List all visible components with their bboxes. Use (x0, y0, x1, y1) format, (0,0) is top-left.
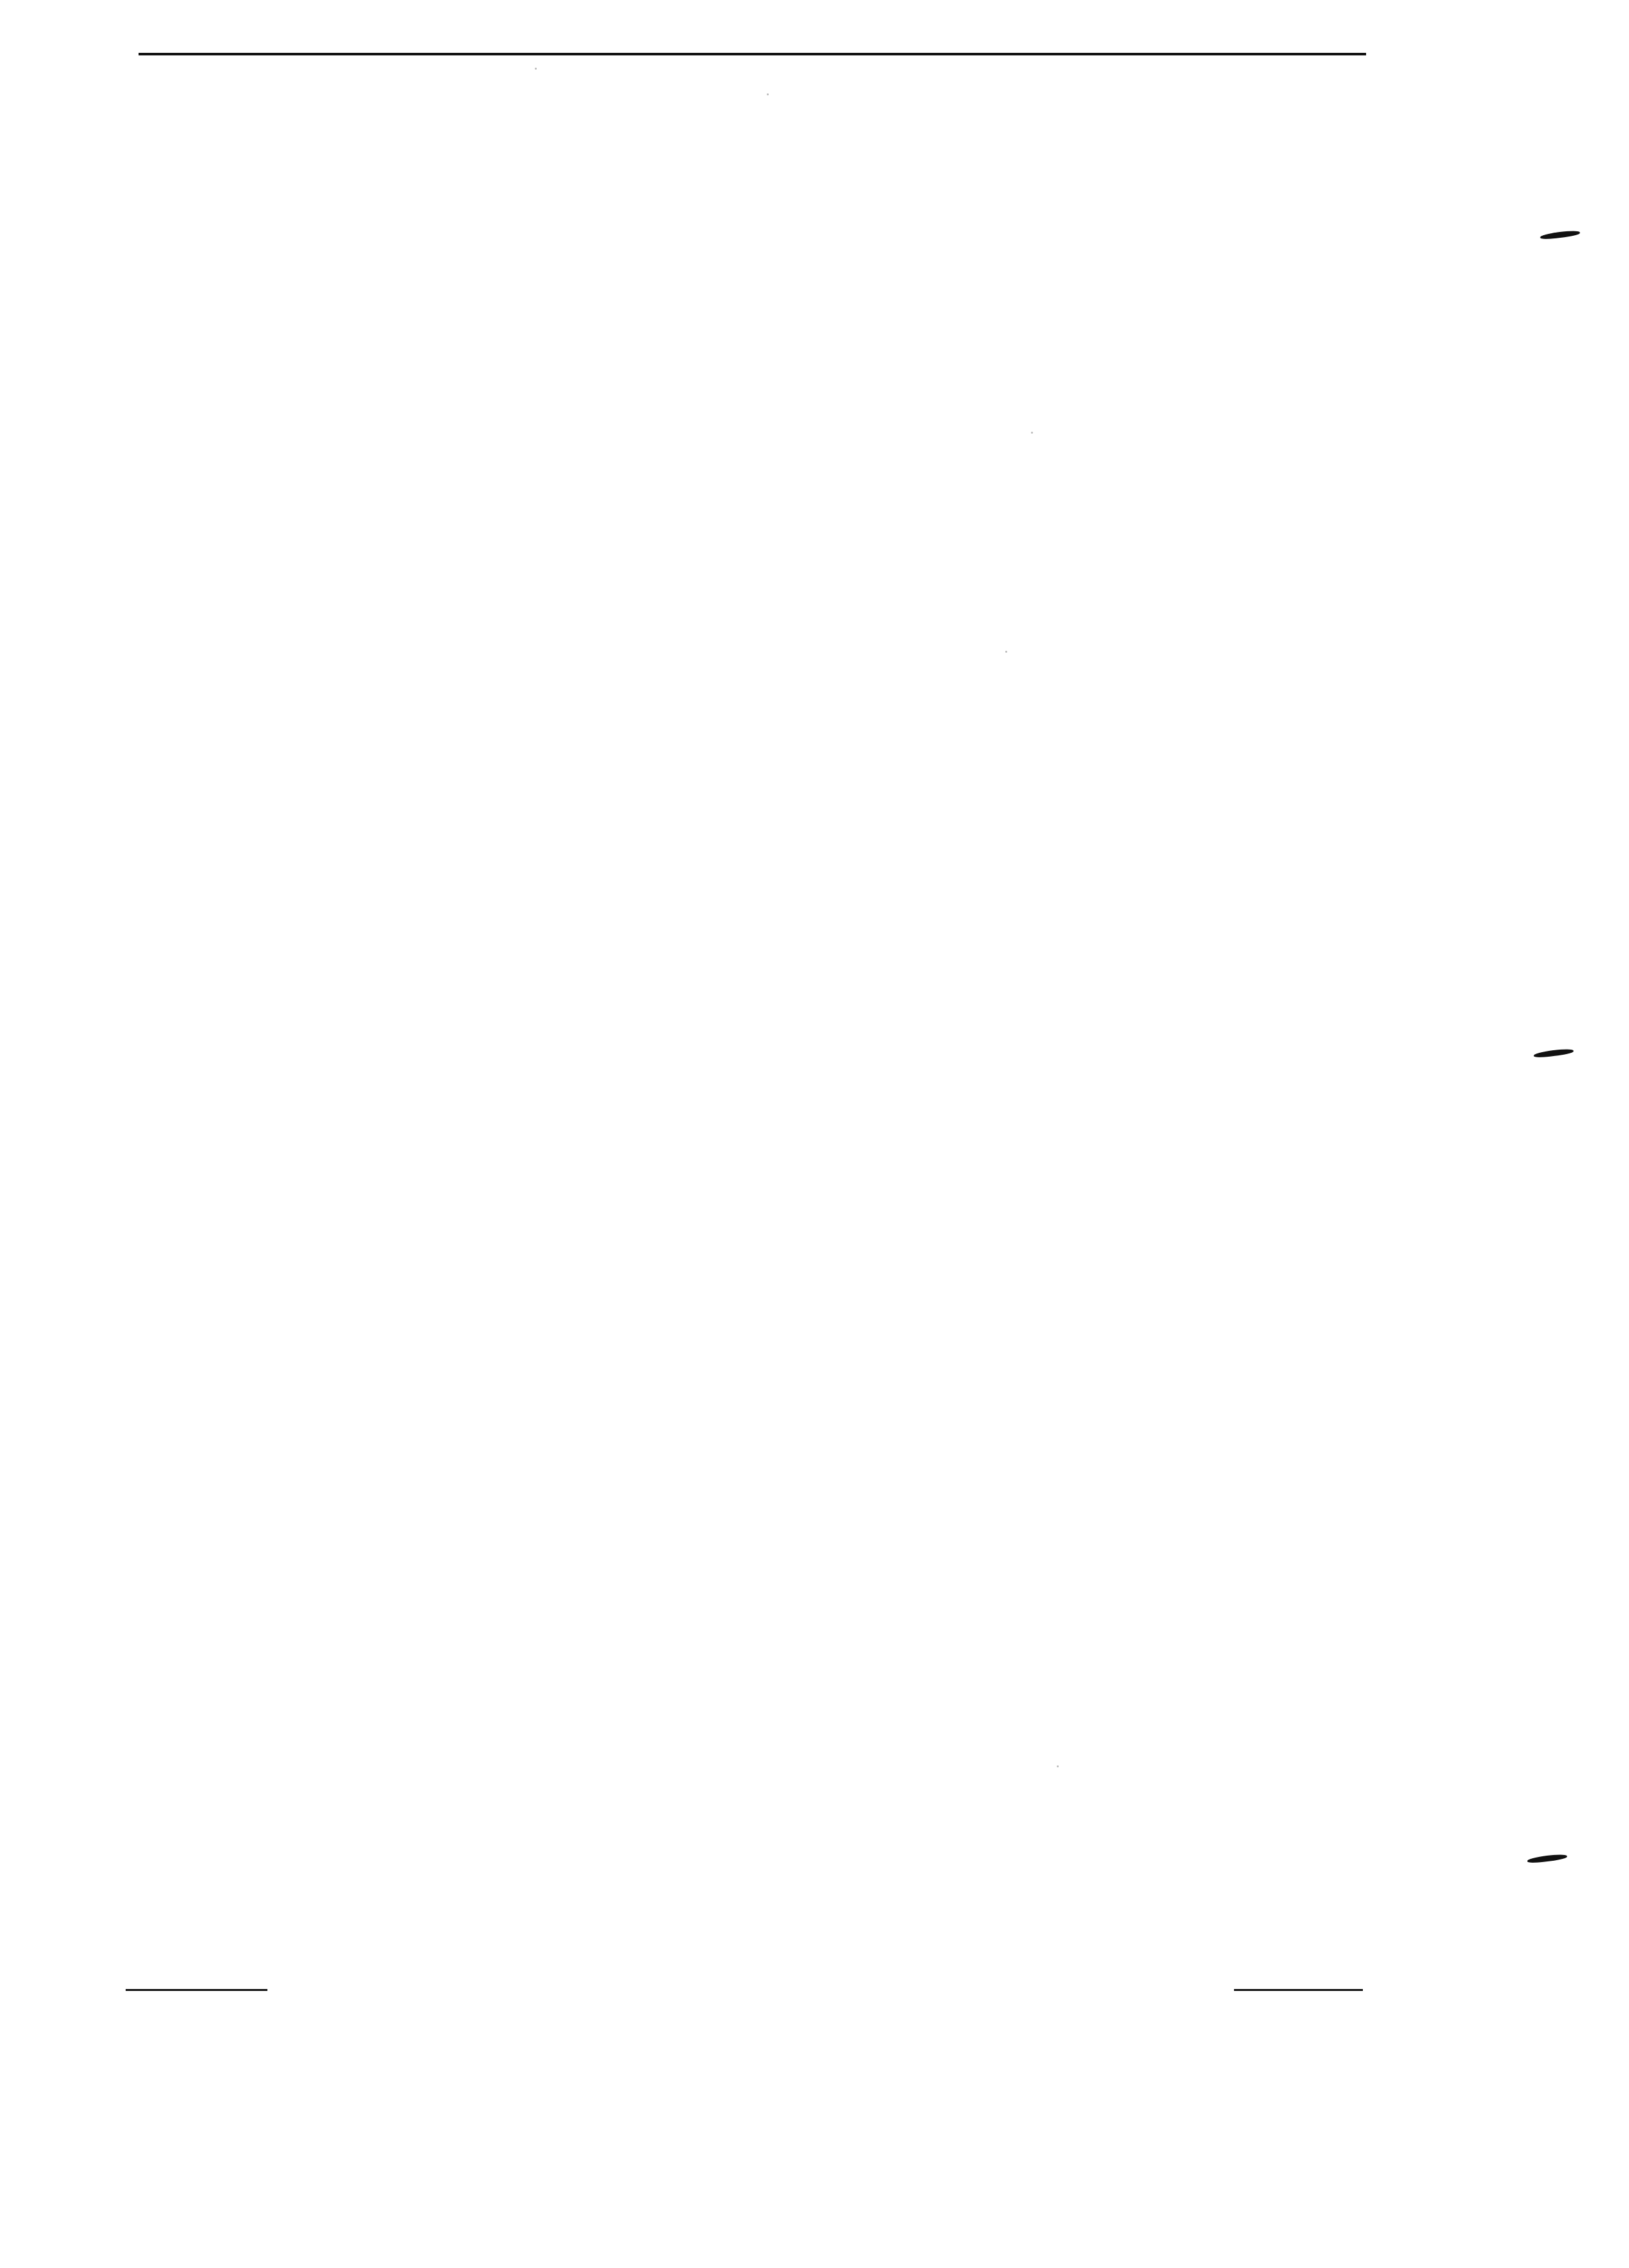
top-rule (139, 53, 1366, 55)
scan-speck (1031, 432, 1033, 434)
footer-rule-left (126, 1989, 267, 1991)
binding-mark (1534, 1048, 1574, 1058)
binding-mark (1527, 1853, 1568, 1863)
scan-speck (1005, 651, 1007, 653)
footer-rule-right (1234, 1989, 1363, 1991)
binding-mark (1540, 229, 1581, 240)
scan-speck (535, 68, 537, 70)
scan-speck (1057, 1765, 1059, 1767)
scan-speck (767, 93, 769, 95)
